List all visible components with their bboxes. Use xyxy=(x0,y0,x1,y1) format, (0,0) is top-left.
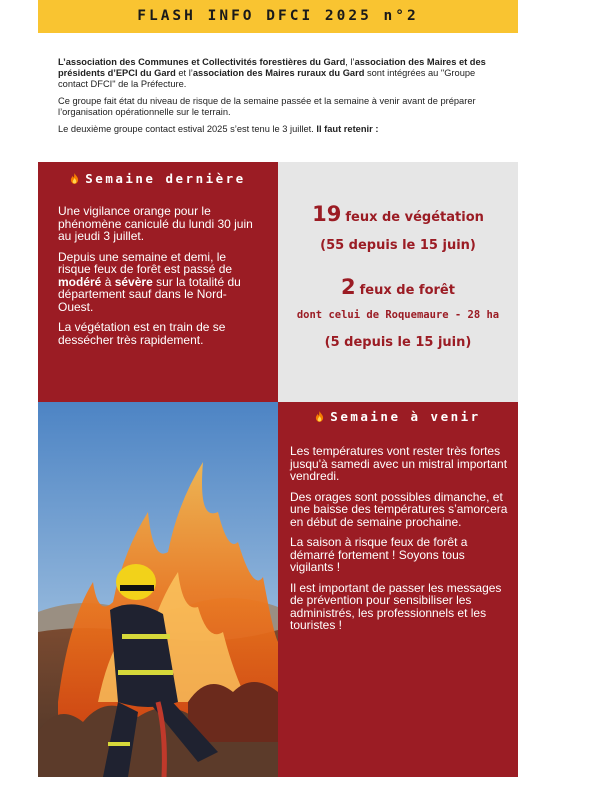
flame-icon xyxy=(315,411,324,422)
intro-paragraph-2: Ce groupe fait état du niveau de risque de la semaine passée et la semaine à venir avant de préparer l’organisation opérationnelle sur le terrain. xyxy=(58,96,476,117)
forest-fires-count: 2 xyxy=(341,275,356,299)
intro-paragraph-3 xyxy=(58,124,500,135)
forest-fires-stat xyxy=(278,275,518,299)
vegetation-fires-count: 19 xyxy=(312,202,342,226)
org-maires-epci: association des Maires et des présidents d’EPCI du Gard xyxy=(58,57,486,78)
intro-paragraph-1 xyxy=(58,57,500,90)
forest-fires-since: (5 depuis le 15 juin) xyxy=(324,335,472,350)
next-week-paragraph-4: Il est important de passer les messages de prévention pour sensibiliser les administrés, les professionnels et les touristes ! xyxy=(290,580,502,632)
next-week-title-text: Semaine à venir xyxy=(330,409,481,424)
intro-text: et l’ xyxy=(175,68,193,78)
intro-section xyxy=(58,57,500,141)
vegetation-fires-stat xyxy=(278,202,518,226)
risk-level-moderate: modéré xyxy=(58,274,102,289)
last-week-panel xyxy=(38,162,278,402)
flame-icon xyxy=(70,173,79,184)
fire-stats-panel xyxy=(278,162,518,402)
intro-text: sont intégrées au "Groupe contact DFCI" de la Préfecture. xyxy=(58,68,476,89)
intro-text: , l’ xyxy=(345,57,355,67)
last-week-paragraph-2 xyxy=(58,251,258,314)
org-maires-ruraux: association des Maires ruraux du Gard xyxy=(192,68,365,78)
next-week-paragraph-3: La saison à risque feux de forêt a démarré fortement ! Soyons tous vigilants ! xyxy=(290,535,468,574)
last-week-paragraph-3: La végétation est en train de se dessécher très rapidement. xyxy=(58,320,226,347)
intro-text: Le deuxième groupe contact estival 2025 s’est tenu le 3 juillet. xyxy=(58,124,317,134)
vegetation-fires-since: (55 depuis le 15 juin) xyxy=(320,238,476,253)
next-week-text xyxy=(290,445,510,632)
intro-emphasis: Il faut retenir : xyxy=(316,124,379,134)
next-week-panel xyxy=(278,402,518,777)
forest-fires-label: feux de forêt xyxy=(359,283,455,298)
next-week-paragraph-1: Les températures vont rester très fortes jusqu'à samedi avec un mistral important vendredi. xyxy=(290,444,508,483)
last-week-paragraph-1: Une vigilance orange pour le phénomène caniculé du lundi 30 juin au jeudi 3 juillet. xyxy=(58,204,253,243)
text: Depuis une semaine et demi, le risque feux de forêt est passé de xyxy=(58,249,233,276)
last-week-title-text: Semaine dernière xyxy=(85,171,246,186)
vegetation-fires-label: feux de végétation xyxy=(345,210,484,225)
next-week-paragraph-2: Des orages sont possibles dimanche, et une baisse des températures s’amorcera en début de semaine prochaine. xyxy=(290,489,508,529)
last-week-text xyxy=(58,205,258,346)
firefighter-photo xyxy=(38,402,278,777)
next-week-title xyxy=(278,410,518,424)
last-week-title xyxy=(38,172,278,186)
firefighter-image xyxy=(38,402,278,777)
newsletter-title: FLASH INFO DFCI 2025 n°2 xyxy=(38,0,518,33)
risk-level-severe: sévère xyxy=(114,274,153,289)
text: à xyxy=(101,274,115,289)
org-communes: L’association des Communes et Collectivités forestières du Gard xyxy=(58,57,346,67)
text: sur la totalité du département sauf dans le Nord-Ouest. xyxy=(58,274,241,314)
forest-fires-note: dont celui de Roquemaure - 28 ha xyxy=(296,309,500,321)
